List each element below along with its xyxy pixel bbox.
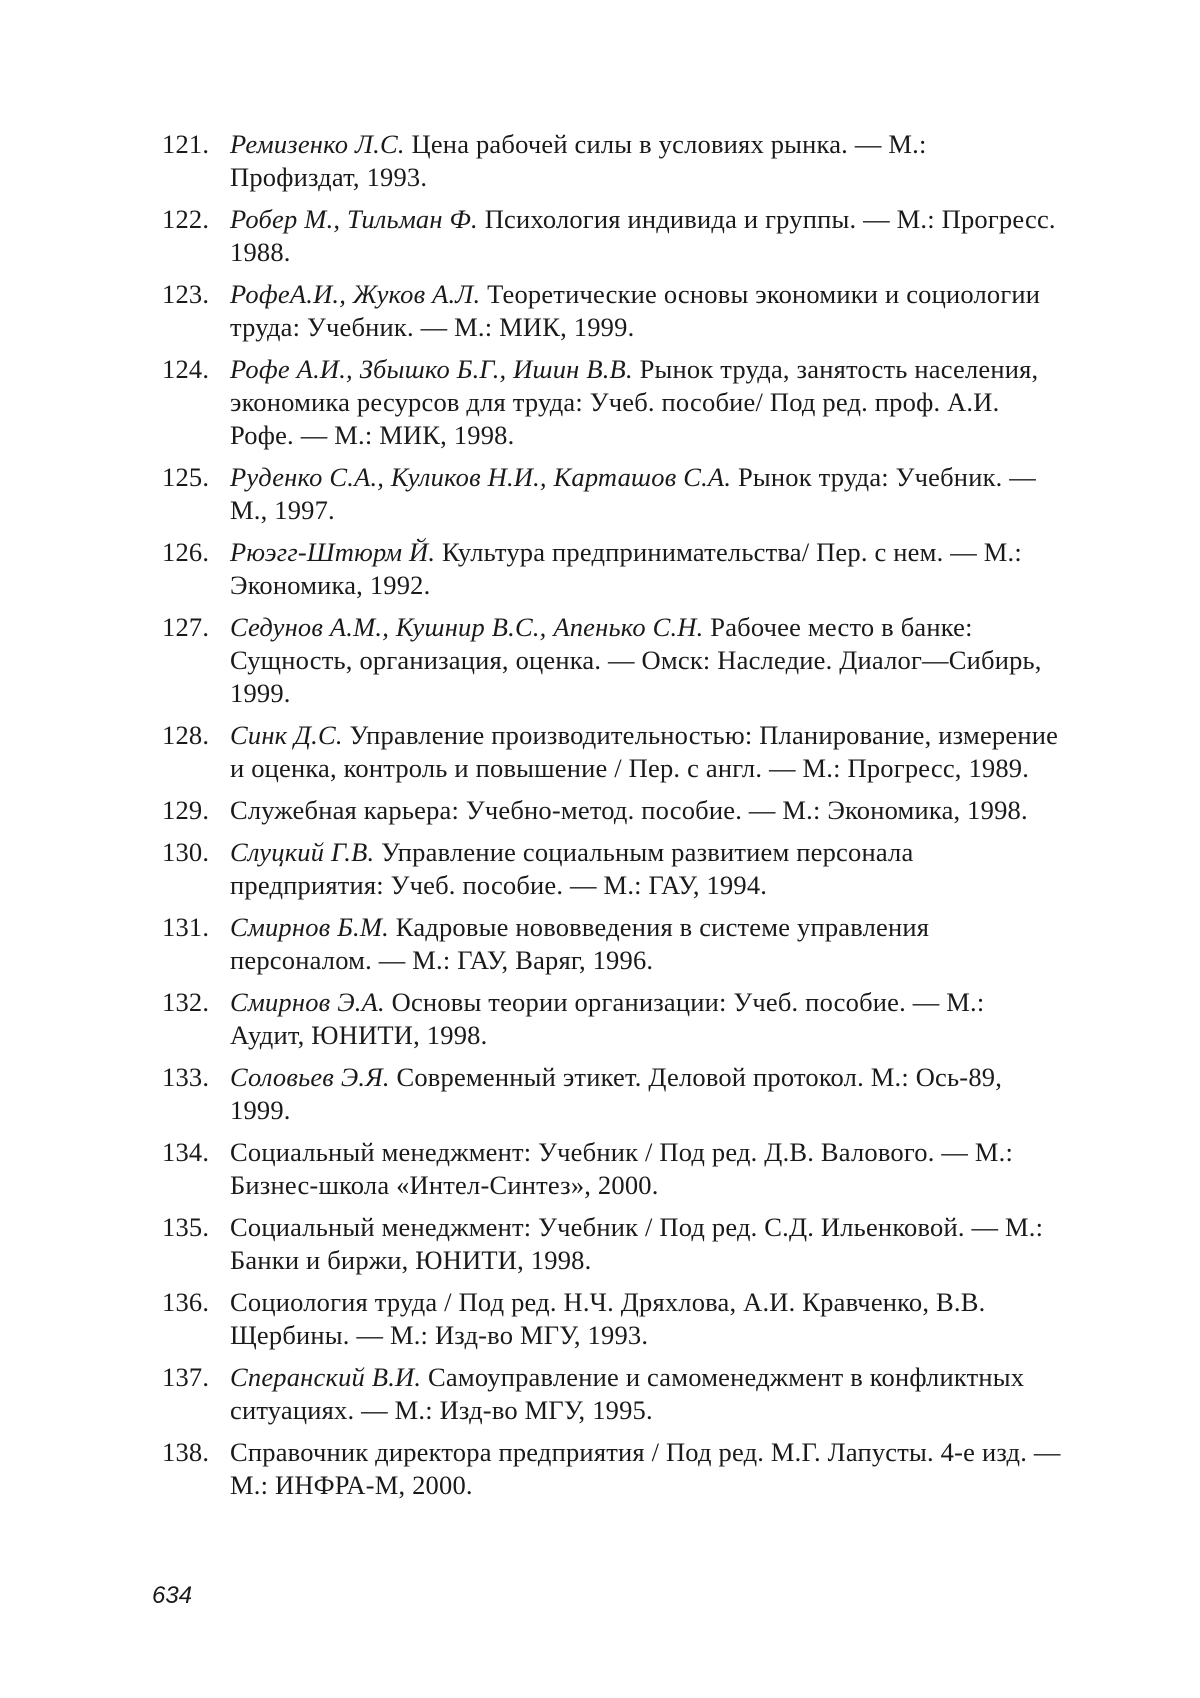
reference-number: 128. bbox=[162, 720, 210, 750]
reference-text: Управление производительностью: Планирование, измерение и оценка, контроль и повышение / Пер. с англ. — М.: Прогресс, 1989. bbox=[230, 720, 1059, 783]
reference-text: Культура предпринимательства/ Пер. с нем. — М.: Экономика, 1992. bbox=[230, 537, 1022, 600]
reference-author: Слуцкий Г.В. bbox=[230, 837, 375, 867]
reference-entry bbox=[162, 611, 1062, 710]
reference-entry bbox=[162, 719, 1062, 785]
reference-entry bbox=[162, 836, 1062, 902]
reference-number: 127. bbox=[162, 612, 210, 642]
reference-author: Синк Д.С. bbox=[230, 720, 343, 750]
reference-number: 124. bbox=[162, 354, 210, 384]
reference-author: Ремизенко Л.С. bbox=[230, 129, 405, 159]
reference-author: Соловьев Э.Я. bbox=[230, 1062, 390, 1092]
reference-entry bbox=[162, 128, 1062, 194]
reference-author: Руденко С.А., Куликов Н.И., Карташов С.А. bbox=[230, 462, 732, 492]
reference-number: 125. bbox=[162, 462, 210, 492]
reference-entry bbox=[162, 278, 1062, 344]
reference-text: Справочник директора предприятия / Под ред. М.Г. Лапусты. 4-е изд. — М.: ИНФРА-М, 2000. bbox=[230, 1437, 1061, 1500]
reference-entry bbox=[162, 203, 1062, 269]
reference-entry bbox=[162, 986, 1062, 1052]
reference-number: 131. bbox=[162, 912, 210, 942]
reference-text: Рабочее место в банке: Сущность, организация, оценка. — Омск: Наследие. Диалог—Сибирь, 1999. bbox=[230, 612, 1042, 708]
reference-text: Социальный менеджмент: Учебник / Под ред. С.Д. Ильенковой. — М.: Банки и биржи, ЮНИТИ, 1998. bbox=[230, 1212, 1044, 1275]
page-number: 634 bbox=[152, 1582, 193, 1609]
reference-author: Робер М., Тильман Ф. bbox=[230, 204, 478, 234]
reference-number: 121. bbox=[162, 129, 210, 159]
reference-number: 133. bbox=[162, 1062, 210, 1092]
reference-entry bbox=[162, 1211, 1062, 1277]
reference-text: Кадровые нововведения в системе управления персоналом. — М.: ГАУ, Варяг, 1996. bbox=[230, 912, 930, 975]
reference-text: Психология индивида и группы. — М.: Прогресс. 1988. bbox=[230, 204, 1056, 267]
reference-number: 126. bbox=[162, 537, 210, 567]
reference-author: Сперанский В.И. bbox=[230, 1362, 422, 1392]
reference-number: 130. bbox=[162, 837, 210, 867]
reference-number: 122. bbox=[162, 204, 210, 234]
reference-entry bbox=[162, 794, 1062, 827]
reference-text: Теоретические основы экономики и социологии труда: Учебник. — М.: МИК, 1999. bbox=[230, 279, 1041, 342]
reference-entry bbox=[162, 461, 1062, 527]
reference-text: Служебная карьера: Учебно-метод. пособие. — М.: Экономика, 1998. bbox=[230, 795, 1028, 825]
reference-number: 135. bbox=[162, 1212, 210, 1242]
reference-entry bbox=[162, 1361, 1062, 1427]
reference-author: Рюэгг-Штюрм Й. bbox=[230, 537, 436, 567]
reference-number: 123. bbox=[162, 279, 210, 309]
reference-entry bbox=[162, 536, 1062, 602]
reference-number: 136. bbox=[162, 1287, 210, 1317]
reference-entry bbox=[162, 1286, 1062, 1352]
reference-text: Социология труда / Под ред. Н.Ч. Дряхлова, А.И. Кравченко, В.В. Щербины. — М.: Изд-во МГУ, 1993. bbox=[230, 1287, 986, 1350]
reference-number: 137. bbox=[162, 1362, 210, 1392]
reference-author: Смирнов Б.М. bbox=[230, 912, 389, 942]
reference-text: Цена рабочей силы в условиях рынка. — М.: Профиздат, 1993. bbox=[230, 129, 927, 192]
reference-author: Смирнов Э.А. bbox=[230, 987, 385, 1017]
reference-text: Самоуправление и самоменеджмент в конфликтных ситуациях. — М.: Изд-во МГУ, 1995. bbox=[230, 1362, 1025, 1425]
reference-text: Рынок труда: Учебник. — М., 1997. bbox=[230, 462, 1036, 525]
reference-number: 129. bbox=[162, 795, 210, 825]
reference-entry bbox=[162, 1061, 1062, 1127]
reference-entry bbox=[162, 1436, 1062, 1502]
reference-text: Управление социальным развитием персонала предприятия: Учеб. пособие. — М.: ГАУ, 1994. bbox=[230, 837, 914, 900]
reference-text: Рынок труда, занятость населения, экономика ресурсов для труда: Учеб. пособие/ Под ред. проф. А.И. Рофе. — М.: МИК, 1998. bbox=[230, 354, 1039, 450]
reference-text: Современный этикет. Деловой протокол. М.: Ось-89, 1999. bbox=[230, 1062, 1003, 1125]
reference-entry bbox=[162, 353, 1062, 452]
reference-number: 132. bbox=[162, 987, 210, 1017]
reference-entry bbox=[162, 1136, 1062, 1202]
reference-text: Основы теории организации: Учеб. пособие. — М.: Аудит, ЮНИТИ, 1998. bbox=[230, 987, 985, 1050]
reference-number: 134. bbox=[162, 1137, 210, 1167]
reference-number: 138. bbox=[162, 1437, 210, 1467]
reference-list bbox=[162, 128, 1062, 1511]
reference-text: Социальный менеджмент: Учебник / Под ред. Д.В. Валового. — М.: Бизнес-школа «Интел-Синтез», 2000. bbox=[230, 1137, 1014, 1200]
reference-author: Рофе А.И., Збышко Б.Г., Ишин В.В. bbox=[230, 354, 633, 384]
reference-author: РофеА.И., Жуков А.Л. bbox=[230, 279, 481, 309]
reference-entry bbox=[162, 911, 1062, 977]
reference-author: Седунов А.М., Кушнир В.С., Апенько С.Н. bbox=[230, 612, 704, 642]
